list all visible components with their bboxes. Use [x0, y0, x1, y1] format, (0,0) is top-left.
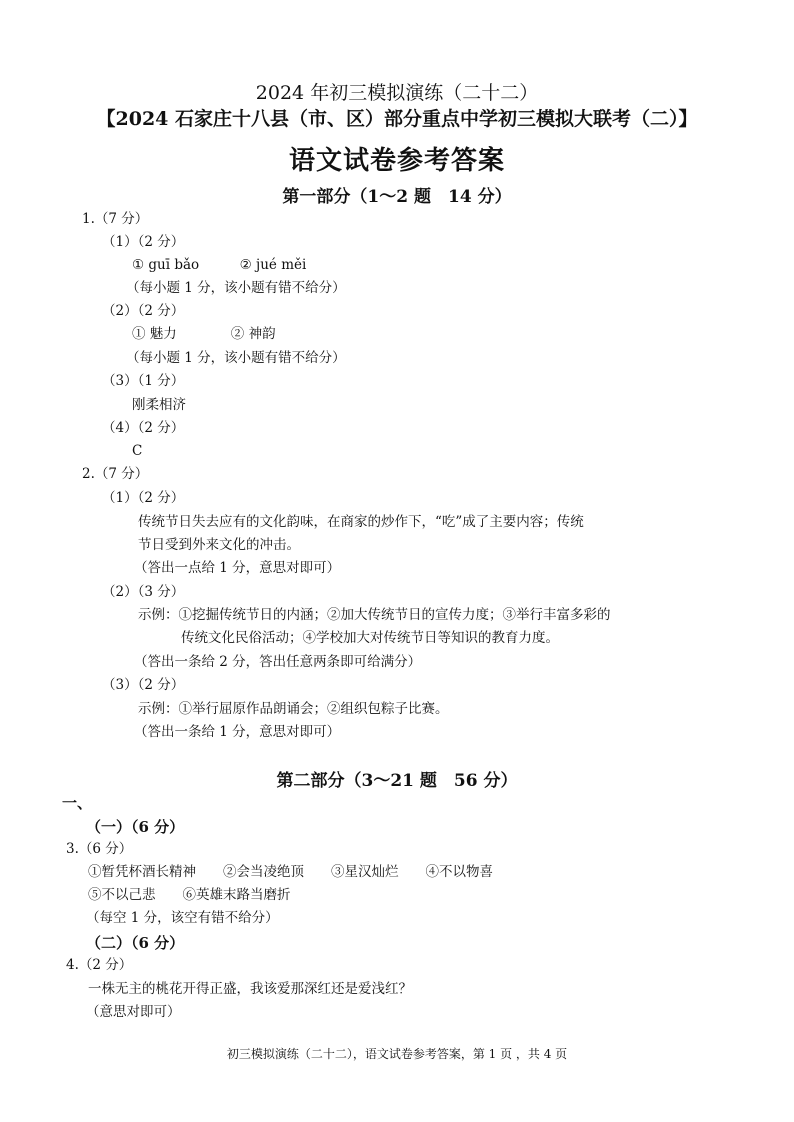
q1-s3-label: （3）（1 分） [102, 373, 185, 389]
q2-s3-note: （答出一条给 1 分，意思对即可） [134, 724, 341, 740]
exam-subtitle: 【2024 石家庄十八县（市、区）部分重点中学初三模拟大联考（二）】 [96, 108, 698, 130]
q4-note: （意思对即可） [86, 1004, 181, 1020]
q3-label: 3.（6 分） [66, 841, 133, 857]
q2-s2-answer-line1: 示例：①挖掘传统节日的内涵；②加大传统节日的宣传力度；③举行丰富多彩的 [138, 607, 611, 623]
page-footer: 初三模拟演练（二十二），语文试卷参考答案，第 1 页 ，共 4 页 [226, 1047, 568, 1061]
q2-s1-note: （答出一点给 1 分，意思对即可） [134, 560, 341, 576]
q2-s2-answer-line2: 传统文化民俗活动；④学校加大对传统节日等知识的教育力度。 [181, 630, 559, 646]
q4-answer: 一株无主的桃花开得正盛，我该爱那深红还是爱浅红？ [88, 981, 412, 997]
q1-s2-note: （每小题 1 分，该小题有错不给分） [126, 350, 346, 366]
subsection-two-heading: （二）（6 分） [86, 934, 185, 952]
q1-s1-answer: ① guī bǎo ② jué měi [132, 257, 307, 273]
q1-s2-label: （2）（2 分） [102, 303, 185, 319]
q2-s1-label: （1）（2 分） [102, 490, 185, 506]
section-one-label: 一、 [62, 794, 93, 812]
q3-answers-row2: ⑤不以己悲 ⑥英雄末路当磨折 [88, 887, 291, 903]
q3-answers-row1: ①暂凭杯酒长精神 ②会当凌绝顶 ③星汉灿烂 ④不以物喜 [88, 864, 493, 880]
q1-s4-label: （4）（2 分） [102, 420, 185, 436]
q4-label: 4.（2 分） [66, 957, 133, 973]
part1-heading: 第一部分（1～2 题 14 分） [282, 187, 512, 207]
q2-s1-answer-line1: 传统节日失去应有的文化韵味，在商家的炒作下，“吃”成了主要内容；传统 [138, 514, 584, 530]
q1-label: 1.（7 分） [82, 211, 149, 227]
exam-title: 2024 年初三模拟演练（二十二） [255, 82, 539, 104]
document-title: 语文试卷参考答案 [288, 146, 505, 176]
q2-s1-answer-line2: 节日受到外来文化的冲击。 [138, 537, 300, 553]
q3-note: （每空 1 分，该空有错不给分） [86, 910, 279, 926]
q1-s2-answer: ① 魅力 ② 神韵 [132, 326, 276, 342]
q1-s4-answer: C [132, 443, 143, 459]
q2-s3-label: （3）（2 分） [102, 677, 185, 693]
subsection-one-heading: （一）（6 分） [86, 818, 185, 836]
q1-s3-answer: 刚柔相济 [132, 397, 186, 413]
q2-s3-answer: 示例：①举行屈原作品朗诵会；②组织包粽子比赛。 [138, 701, 449, 717]
part2-heading: 第二部分（3～21 题 56 分） [276, 771, 518, 791]
q1-s1-note: （每小题 1 分，该小题有错不给分） [126, 280, 346, 296]
q2-s2-note: （答出一条给 2 分，答出任意两条即可给满分） [134, 654, 422, 670]
q2-label: 2.（7 分） [82, 466, 149, 482]
q2-s2-label: （2）（3 分） [102, 584, 185, 600]
q1-s1-label: （1）（2 分） [102, 234, 185, 250]
